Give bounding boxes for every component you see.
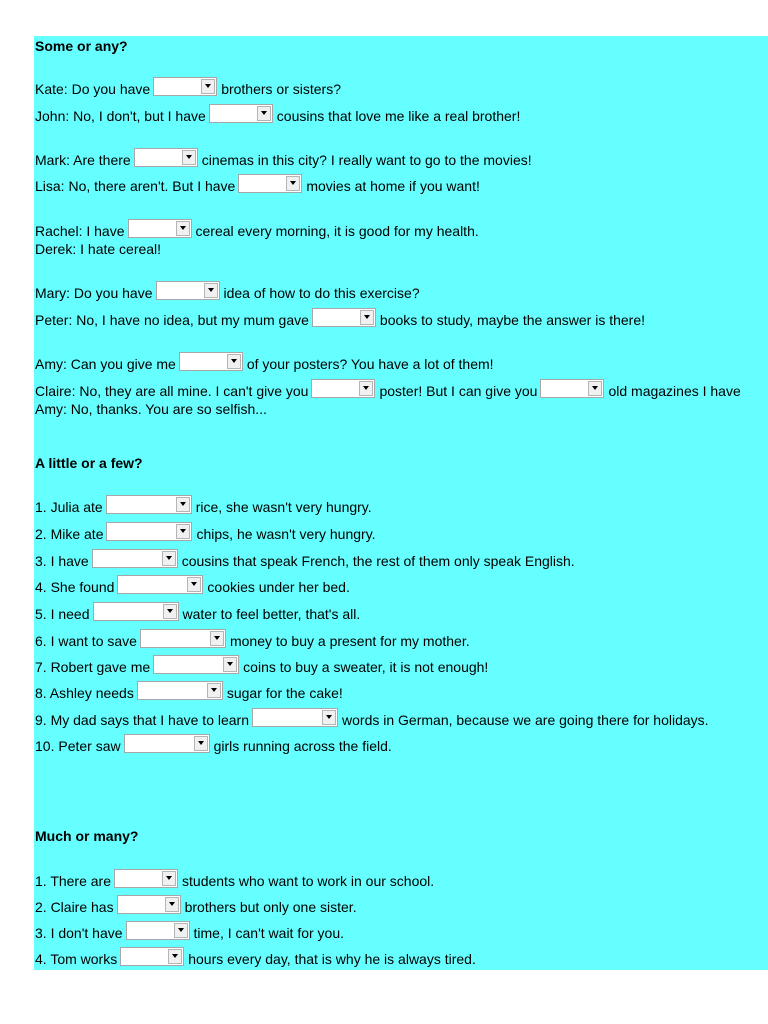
line-text: poster! But I can give you: [379, 383, 538, 399]
answer-dropdown[interactable]: [106, 522, 192, 541]
chevron-down-icon: [174, 923, 188, 938]
exercise-item: [35, 551, 575, 571]
exercise-item: [35, 871, 434, 891]
exercise-item: [35, 631, 470, 651]
item-text: 2. Mike ate: [35, 526, 104, 542]
answer-dropdown[interactable]: [92, 549, 178, 568]
item-text: 1. Julia ate: [35, 499, 103, 515]
answer-dropdown[interactable]: [209, 104, 273, 123]
answer-dropdown[interactable]: [120, 947, 184, 966]
line-text: old magazines I have: [608, 383, 741, 399]
answer-dropdown[interactable]: [117, 895, 181, 914]
dialogue-line: [35, 239, 161, 259]
chevron-down-icon: [588, 381, 602, 396]
item-text: rice, she wasn't very hungry.: [195, 499, 372, 515]
item-text: 4. She found: [35, 579, 115, 595]
chevron-down-icon: [207, 683, 221, 698]
chevron-down-icon: [163, 604, 177, 619]
answer-dropdown[interactable]: [93, 602, 179, 621]
chevron-down-icon: [227, 354, 241, 369]
chevron-down-icon: [359, 381, 373, 396]
item-text: students who want to work in our school.: [182, 873, 435, 889]
chevron-down-icon: [187, 577, 201, 592]
line-text: Rachel: I have: [35, 223, 125, 239]
line-text: Derek: I hate cereal!: [35, 241, 162, 257]
item-text: hours every day, that is why he is always tired.: [188, 951, 476, 967]
answer-dropdown[interactable]: [114, 869, 178, 888]
exercise-item: [35, 604, 360, 624]
answer-dropdown[interactable]: [137, 681, 223, 700]
chevron-down-icon: [194, 736, 208, 751]
chevron-down-icon: [257, 106, 271, 121]
chevron-down-icon: [223, 657, 237, 672]
exercise-item: [35, 524, 376, 544]
dialogue-line: [35, 399, 267, 419]
line-text: Mark: Are there: [35, 152, 131, 168]
item-text: 10. Peter saw: [35, 738, 121, 754]
chevron-down-icon: [322, 710, 336, 725]
exercise-item: [35, 683, 343, 703]
dialogue-line: [35, 79, 341, 99]
answer-dropdown[interactable]: [153, 77, 217, 96]
item-text: coins to buy a sweater, it is not enough!: [243, 659, 489, 675]
dialogue-line: [35, 310, 645, 330]
exercise-item: [35, 657, 488, 677]
answer-dropdown[interactable]: [126, 921, 190, 940]
answer-dropdown[interactable]: [156, 281, 220, 300]
dialogue-line: [35, 381, 741, 401]
dialogue-line: [35, 106, 520, 126]
item-text: 8. Ashley needs: [35, 685, 134, 701]
answer-dropdown[interactable]: [179, 352, 243, 371]
line-text: John: No, I don't, but I have: [35, 108, 206, 124]
line-text: idea of how to do this exercise?: [223, 285, 420, 301]
answer-dropdown[interactable]: [106, 495, 192, 514]
item-text: 1. There are: [35, 873, 112, 889]
chevron-down-icon: [176, 524, 190, 539]
chevron-down-icon: [165, 897, 179, 912]
answer-dropdown[interactable]: [117, 575, 203, 594]
line-text: Peter: No, I have no idea, but my mum gave: [35, 312, 309, 328]
line-text: Mary: Do you have: [35, 285, 153, 301]
answer-dropdown[interactable]: [311, 379, 375, 398]
answer-dropdown[interactable]: [540, 379, 604, 398]
exercise-item: [35, 577, 350, 597]
line-text: cereal every morning, it is good for my health.: [195, 223, 479, 239]
line-text: brothers or sisters?: [221, 81, 342, 97]
chevron-down-icon: [176, 221, 190, 236]
exercise-item: [35, 710, 709, 730]
answer-dropdown[interactable]: [153, 655, 239, 674]
item-text: brothers but only one sister.: [184, 899, 357, 915]
exercise-item: [35, 897, 357, 917]
chevron-down-icon: [162, 871, 176, 886]
chevron-down-icon: [286, 176, 300, 191]
dialogue-line: [35, 150, 532, 170]
answer-dropdown[interactable]: [134, 148, 198, 167]
item-text: cousins that speak French, the rest of them only speak English.: [181, 553, 575, 569]
dialogue-line: [35, 221, 479, 241]
worksheet: [34, 36, 768, 970]
line-text: movies at home if you want!: [306, 178, 480, 194]
item-text: 5. I need: [35, 606, 90, 622]
item-text: girls running across the field.: [213, 738, 392, 754]
item-text: words in German, because we are going there for holidays.: [342, 712, 709, 728]
item-text: cookies under her bed.: [207, 579, 350, 595]
exercise-item: [35, 949, 476, 969]
line-text: Claire: No, they are all mine. I can't give you: [35, 383, 309, 399]
item-text: time, I can't wait for you.: [193, 925, 345, 941]
item-text: 4. Tom works: [35, 951, 118, 967]
dialogue-line: [35, 354, 494, 374]
dialogue-line: [35, 283, 420, 303]
line-text: Amy: No, thanks. You are so selfish...: [35, 401, 267, 417]
line-text: Kate: Do you have: [35, 81, 151, 97]
section-heading-some-any: Some or any?: [35, 38, 128, 54]
line-text: of your posters? You have a lot of them!: [246, 356, 494, 372]
chevron-down-icon: [210, 631, 224, 646]
answer-dropdown[interactable]: [238, 174, 302, 193]
item-text: water to feel better, that's all.: [182, 606, 361, 622]
chevron-down-icon: [360, 310, 374, 325]
line-text: Amy: Can you give me: [35, 356, 176, 372]
chevron-down-icon: [168, 949, 182, 964]
exercise-item: [35, 736, 392, 756]
section-heading-much-many: Much or many?: [35, 828, 139, 844]
answer-dropdown[interactable]: [128, 219, 192, 238]
dialogue-line: [35, 176, 480, 196]
answer-dropdown[interactable]: [312, 308, 376, 327]
answer-dropdown[interactable]: [252, 708, 338, 727]
chevron-down-icon: [176, 497, 190, 512]
item-text: 2. Claire has: [35, 899, 114, 915]
item-text: money to buy a present for my mother.: [229, 633, 470, 649]
chevron-down-icon: [162, 551, 176, 566]
item-text: chips, he wasn't very hungry.: [196, 526, 376, 542]
item-text: 6. I want to save: [35, 633, 137, 649]
exercise-item: [35, 497, 372, 517]
answer-dropdown[interactable]: [124, 734, 210, 753]
section-heading-few-little: A little or a few?: [35, 455, 143, 471]
line-text: books to study, maybe the answer is there!: [379, 312, 646, 328]
item-text: 9. My dad says that I have to learn: [35, 712, 250, 728]
item-text: 7. Robert gave me: [35, 659, 151, 675]
line-text: Lisa: No, there aren't. But I have: [35, 178, 236, 194]
item-text: sugar for the cake!: [226, 685, 343, 701]
exercise-item: [35, 923, 344, 943]
chevron-down-icon: [204, 283, 218, 298]
line-text: cousins that love me like a real brother!: [276, 108, 521, 124]
answer-dropdown[interactable]: [140, 629, 226, 648]
line-text: cinemas in this city? I really want to go to the movies!: [201, 152, 532, 168]
chevron-down-icon: [201, 79, 215, 94]
item-text: 3. I have: [35, 553, 89, 569]
chevron-down-icon: [182, 150, 196, 165]
item-text: 3. I don't have: [35, 925, 123, 941]
